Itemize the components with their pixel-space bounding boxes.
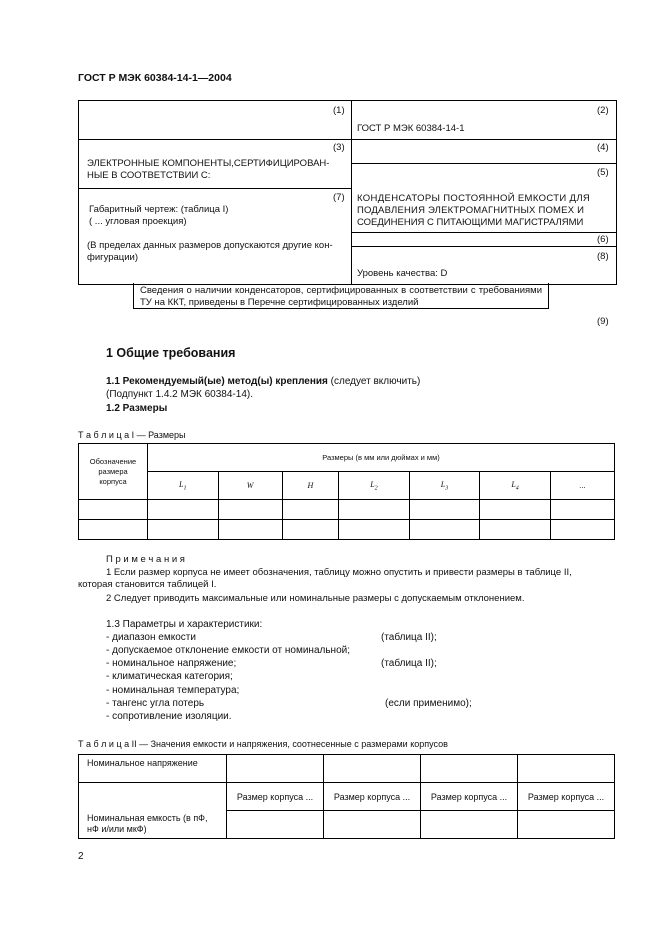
column-header: $L_2$ bbox=[339, 472, 410, 500]
components-text: ЭЛЕКТРОННЫЕ КОМПОНЕНТЫ,СЕРТИФИЦИРОВАН- bbox=[87, 158, 330, 169]
configuration-text: (В пределах данных размеров допускаются другие кон- bbox=[87, 240, 333, 251]
drawing-text: ( ... угловая проекция) bbox=[89, 216, 187, 227]
box-line bbox=[351, 163, 616, 164]
availability-note: Сведения о наличии конденсаторов, сертифицированных в соответствии с требованиями ТУ на ККТ, приведены в Перечне сертифицированных изделий bbox=[133, 283, 549, 309]
box-line bbox=[79, 188, 351, 189]
note-2: 2 Следует приводить максимальные или номинальные размеры с допускаемым отклонением. bbox=[106, 593, 525, 604]
subsection-text: (следует включить) bbox=[327, 376, 421, 387]
list-item: - номинальное напряжение; bbox=[106, 658, 237, 669]
dimensions-header: Размеры (в мм или дюймах и мм) bbox=[148, 444, 615, 472]
header-text: корпуса bbox=[99, 476, 127, 486]
column-header: H bbox=[282, 472, 339, 500]
header-text: размера bbox=[98, 466, 128, 476]
cell-number: (5) bbox=[597, 167, 609, 178]
cell-number: (8) bbox=[597, 251, 609, 262]
note-1: 1 Если размер корпуса не имеет обозначения, таблицу можно опустить и привести размеры в таблице II, bbox=[106, 567, 572, 578]
subsection-heading: 1.1 Рекомендуемый(ые) метод(ы) крепления bbox=[106, 376, 328, 387]
box-line bbox=[79, 139, 351, 140]
list-item: - климатическая категория; bbox=[106, 671, 233, 682]
capacitor-title: ПОДАВЛЕНИЯ ЭЛЕКТРОМАГНИТНЫХ ПОМЕХ И bbox=[357, 205, 585, 216]
cell-number: (4) bbox=[597, 142, 609, 153]
note-1: которая становится таблицей I. bbox=[78, 579, 217, 590]
box-line bbox=[351, 232, 616, 233]
list-item: - номинальная температура; bbox=[106, 685, 240, 696]
quality-level: Уровень качества: D bbox=[357, 268, 448, 279]
column-header: ... bbox=[550, 472, 614, 500]
box-line bbox=[351, 246, 616, 247]
standard-info-box bbox=[78, 100, 617, 285]
cell-number: (1) bbox=[333, 105, 345, 116]
table-reference: (таблица II); bbox=[381, 632, 437, 643]
list-item: - тангенс угла потерь bbox=[106, 698, 205, 709]
table-caption: Т а б л и ц а I — Размеры bbox=[78, 430, 186, 440]
document-header: ГОСТ Р МЭК 60384-14-1—2004 bbox=[78, 72, 232, 84]
capacitor-title: КОНДЕНСАТОРЫ ПОСТОЯННОЙ ЕМКОСТИ ДЛЯ bbox=[357, 193, 591, 204]
column-header: $L_4$ bbox=[480, 472, 551, 500]
cell-number: (9) bbox=[597, 316, 609, 327]
subsection-1-3: 1.3 Параметры и характеристики: bbox=[106, 619, 263, 630]
case-size-header: Размер корпуса ... bbox=[227, 783, 324, 811]
voltage-header: Номинальное напряжение bbox=[79, 755, 227, 783]
subsection-heading: 1.2 Размеры bbox=[106, 403, 168, 414]
subsection-1-1 bbox=[106, 375, 420, 388]
list-item: - диапазон емкости bbox=[106, 632, 196, 643]
case-size-header: Размер корпуса ... bbox=[324, 783, 421, 811]
table-reference: (таблица II); bbox=[381, 658, 437, 669]
capacitance-voltage-table bbox=[78, 754, 615, 839]
cell-number: (3) bbox=[333, 142, 345, 153]
components-text: НЫЕ В СООТВЕТСТВИИ С: bbox=[87, 170, 211, 181]
column-header: W bbox=[218, 472, 282, 500]
table-row bbox=[79, 500, 615, 520]
cell-number: (2) bbox=[597, 105, 609, 116]
drawing-text: Габаритный чертеж: (таблица I) bbox=[89, 204, 229, 215]
configuration-text: фигурации) bbox=[87, 252, 139, 263]
case-size-header: Размер корпуса ... bbox=[421, 783, 518, 811]
column-header: $L_1$ bbox=[148, 472, 219, 500]
box-divider bbox=[351, 101, 352, 284]
page-number: 2 bbox=[78, 851, 84, 862]
subsection-text: (Подпункт 1.4.2 МЭК 60384-14). bbox=[106, 389, 253, 400]
list-item: - сопротивление изоляции. bbox=[106, 711, 232, 722]
column-header: $L_3$ bbox=[409, 472, 480, 500]
table-caption: Т а б л и ц а II — Значения емкости и напряжения, соотнесенные с размерами корпусов bbox=[78, 739, 448, 749]
header-text: Обозначение bbox=[89, 456, 137, 466]
designation-header bbox=[79, 444, 148, 500]
cell-number: (7) bbox=[333, 192, 345, 203]
case-size-header: Размер корпуса ... bbox=[518, 783, 615, 811]
standard-designation: ГОСТ Р МЭК 60384-14-1 bbox=[357, 123, 465, 134]
section-title: 1 Общие требования bbox=[106, 346, 236, 360]
dimensions-table bbox=[78, 443, 615, 540]
notes-title: П р и м е ч а н и я bbox=[106, 554, 185, 565]
cell-number: (6) bbox=[597, 234, 609, 245]
capacitance-header: Номинальная емкость (в пФ, нФ и/или мкФ) bbox=[79, 783, 227, 839]
capacitor-title: СОЕДИНЕНИЯ С ПИТАЮЩИМИ МАГИСТРАЛЯМИ bbox=[357, 217, 584, 228]
box-line bbox=[351, 139, 616, 140]
table-row bbox=[79, 520, 615, 540]
applicability-note: (если применимо); bbox=[385, 698, 472, 709]
list-item: - допускаемое отклонение емкости от номинальной; bbox=[106, 645, 351, 656]
